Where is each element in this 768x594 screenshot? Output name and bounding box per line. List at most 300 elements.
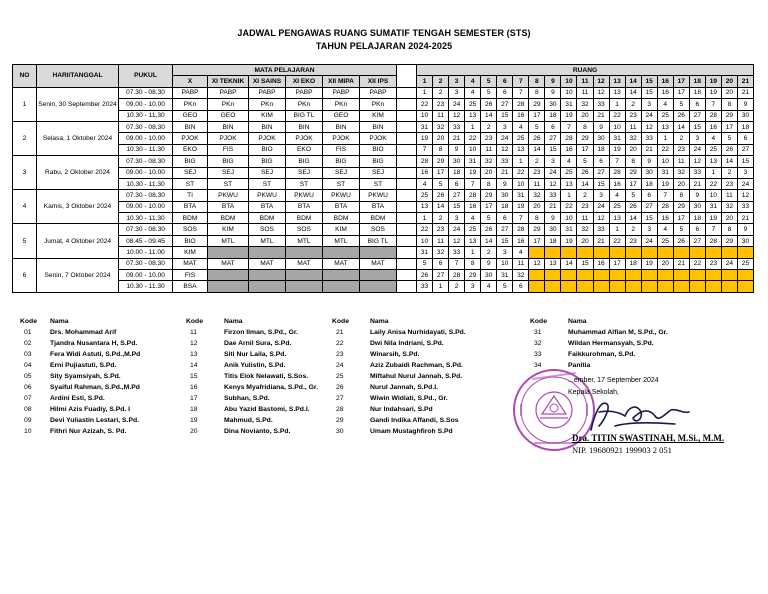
supervisor-code: 18: [190, 406, 198, 413]
subject-cell: ST: [286, 178, 323, 189]
room-supervisor-cell: 8: [529, 213, 545, 224]
room-supervisor-cell: 11: [577, 87, 593, 98]
subject-cell: ST: [360, 178, 397, 189]
room-supervisor-cell: 31: [657, 167, 673, 178]
room-supervisor-cell: 20: [721, 213, 737, 224]
room-supervisor-cell: 7: [609, 156, 625, 167]
signature-role: Kepala Sekolah,: [568, 389, 619, 396]
room-supervisor-cell: [625, 270, 641, 281]
legend-row: [332, 393, 466, 404]
subject-cell: BIN: [323, 121, 360, 132]
room-supervisor-cell: [625, 247, 641, 258]
legend-row: [20, 338, 140, 349]
subject-cell: MAT: [286, 258, 323, 269]
room-supervisor-cell: 23: [625, 110, 641, 121]
subject-cell: SEJ: [360, 167, 397, 178]
gap-cell: [397, 133, 417, 144]
room-supervisor-cell: 12: [641, 121, 657, 132]
subject-cell: BDM: [173, 213, 208, 224]
room-supervisor-cell: 2: [529, 156, 545, 167]
supervisor-name: Laily Anisa Nurhidayati, S.Pd.: [370, 329, 466, 336]
subject-cell: PKWU: [249, 190, 286, 201]
supervisor-code: 32: [534, 340, 542, 347]
room-supervisor-cell: 20: [673, 178, 689, 189]
subject-cell: [249, 281, 286, 292]
header-day: HARI/TANGGAL: [37, 65, 119, 88]
legend-row: [530, 327, 668, 338]
subject-cell: BTA: [249, 201, 286, 212]
room-supervisor-cell: [609, 247, 625, 258]
header-room-number: 15: [641, 76, 657, 87]
day-label: Senin, 30 September 2024: [37, 87, 119, 121]
legend-row: [20, 371, 140, 382]
room-supervisor-cell: 15: [577, 258, 593, 269]
subject-cell: BTA: [208, 201, 249, 212]
room-supervisor-cell: 28: [705, 235, 721, 246]
session-time: 07.30 - 08.30: [119, 224, 173, 235]
session-row: [13, 258, 754, 269]
gap-cell: [397, 235, 417, 246]
room-supervisor-cell: 8: [481, 178, 497, 189]
room-supervisor-cell: 28: [513, 224, 529, 235]
room-supervisor-cell: 11: [673, 156, 689, 167]
room-supervisor-cell: 22: [689, 258, 705, 269]
legend-name-header: Nama: [568, 318, 587, 325]
subject-cell: SEJ: [173, 167, 208, 178]
room-supervisor-cell: 23: [673, 144, 689, 155]
header-room-number: 14: [625, 76, 641, 87]
supervisor-code: 21: [336, 329, 344, 336]
legend-row: [186, 404, 318, 415]
room-supervisor-cell: 19: [641, 258, 657, 269]
room-supervisor-cell: 5: [625, 190, 641, 201]
supervisor-name: Fithri Nur Azizah, S. Pd.: [50, 428, 127, 435]
supervisor-code: 02: [24, 340, 32, 347]
room-supervisor-cell: 27: [593, 167, 609, 178]
room-supervisor-cell: 2: [433, 87, 449, 98]
room-supervisor-cell: 6: [497, 213, 513, 224]
room-supervisor-cell: 8: [673, 190, 689, 201]
gap-cell: [397, 213, 417, 224]
room-supervisor-cell: 24: [593, 201, 609, 212]
room-supervisor-cell: 1: [609, 99, 625, 110]
room-supervisor-cell: 27: [689, 110, 705, 121]
legend-row: [186, 382, 318, 393]
room-supervisor-cell: 9: [737, 224, 753, 235]
room-supervisor-cell: 32: [577, 99, 593, 110]
session-row: [13, 144, 754, 155]
room-supervisor-cell: 20: [657, 258, 673, 269]
day-label: Selasa, 1 Oktober 2024: [37, 121, 119, 155]
supervisor-name: Aziz Zubaidi Rachman, S.Pd.: [370, 362, 463, 369]
header-room-number: 13: [609, 76, 625, 87]
supervisor-name: Miftahul Nurul Jannah, S.Pd.: [370, 373, 463, 380]
room-supervisor-cell: [737, 247, 753, 258]
subject-cell: SOS: [360, 224, 397, 235]
room-supervisor-cell: 12: [593, 87, 609, 98]
room-supervisor-cell: [545, 247, 561, 258]
room-supervisor-cell: 18: [545, 110, 561, 121]
header-class: XII IPS: [360, 76, 397, 87]
supervisor-name: Gandi Indika Affandi, S.Sos: [370, 417, 459, 424]
subject-cell: BIG: [286, 156, 323, 167]
room-supervisor-cell: [609, 281, 625, 292]
supervisor-name: Muhammad Alfian M, S.Pd., Gr.: [568, 329, 668, 336]
room-supervisor-cell: 6: [593, 156, 609, 167]
subject-cell: PKWU: [208, 190, 249, 201]
subject-cell: KIM: [360, 110, 397, 121]
room-supervisor-cell: 8: [721, 99, 737, 110]
session-row: [13, 99, 754, 110]
room-supervisor-cell: 33: [641, 133, 657, 144]
room-supervisor-cell: 28: [465, 190, 481, 201]
room-supervisor-cell: [689, 247, 705, 258]
subject-cell: FIS: [173, 270, 208, 281]
header-class: X: [173, 76, 208, 87]
supervisor-code: 14: [190, 362, 198, 369]
subject-cell: BIG TL: [286, 110, 323, 121]
supervisor-name: Wiwin Widiati, S.Pd., Gr.: [370, 395, 448, 402]
room-supervisor-cell: 14: [673, 121, 689, 132]
header-room-number: 16: [657, 76, 673, 87]
subject-cell: [249, 270, 286, 281]
subject-cell: SOS: [173, 224, 208, 235]
room-supervisor-cell: 18: [545, 235, 561, 246]
room-supervisor-cell: [721, 270, 737, 281]
room-supervisor-cell: 11: [625, 121, 641, 132]
legend-row: [332, 327, 466, 338]
subject-cell: GEO: [173, 110, 208, 121]
room-supervisor-cell: 22: [609, 110, 625, 121]
day-number: 4: [13, 190, 37, 224]
subject-cell: GEO: [208, 110, 249, 121]
room-supervisor-cell: 15: [449, 201, 465, 212]
room-supervisor-cell: 22: [417, 224, 433, 235]
room-supervisor-cell: 1: [705, 167, 721, 178]
session-time: 10.30 - 11.30: [119, 110, 173, 121]
room-supervisor-cell: 2: [449, 281, 465, 292]
supervisor-code: 19: [190, 417, 198, 424]
supervisor-name: Abu Yazid Bastomi, S.Pd.I.: [224, 406, 310, 413]
room-supervisor-cell: 26: [529, 133, 545, 144]
signature-name: Dra. TITIN SWASTINAH, M.Si., M.M.: [572, 433, 725, 443]
subject-cell: MAT: [249, 258, 286, 269]
subject-cell: PKn: [249, 99, 286, 110]
room-supervisor-cell: 26: [481, 99, 497, 110]
supervisor-code: 15: [190, 373, 198, 380]
room-supervisor-cell: [657, 247, 673, 258]
supervisor-code: 08: [24, 406, 32, 413]
header-class: XII MIPA: [323, 76, 360, 87]
subject-cell: PABP: [323, 87, 360, 98]
header-class: XI TEKNIK: [208, 76, 249, 87]
supervisor-name: Panitia: [568, 362, 591, 369]
subject-cell: MAT: [360, 258, 397, 269]
room-supervisor-cell: 2: [721, 167, 737, 178]
room-supervisor-cell: 19: [465, 167, 481, 178]
room-supervisor-cell: 31: [609, 133, 625, 144]
subject-cell: BIO: [360, 144, 397, 155]
room-supervisor-cell: 3: [641, 99, 657, 110]
session-time: 10.30 - 11.30: [119, 178, 173, 189]
supervisor-name: Dina Novianto, S.Pd.: [224, 428, 291, 435]
legend-row: [186, 426, 318, 437]
room-supervisor-cell: 5: [529, 121, 545, 132]
room-supervisor-cell: 18: [625, 258, 641, 269]
room-supervisor-cell: 13: [417, 201, 433, 212]
subject-cell: EKO: [173, 144, 208, 155]
room-supervisor-cell: 29: [721, 235, 737, 246]
supervisor-name: Winarsih, S.Pd.: [370, 351, 420, 358]
room-supervisor-cell: 1: [657, 133, 673, 144]
session-time: 08.45 - 09.45: [119, 235, 173, 246]
subject-cell: [360, 270, 397, 281]
room-supervisor-cell: 10: [513, 178, 529, 189]
room-supervisor-cell: 30: [737, 235, 753, 246]
legend-name-header: Nama: [370, 318, 389, 325]
room-supervisor-cell: 15: [545, 144, 561, 155]
subject-cell: ST: [249, 178, 286, 189]
subject-cell: MTL: [286, 235, 323, 246]
room-supervisor-cell: 14: [625, 213, 641, 224]
gap-cell: [397, 281, 417, 292]
room-supervisor-cell: 22: [561, 201, 577, 212]
gap-cell: [397, 201, 417, 212]
supervisor-code: 29: [336, 417, 344, 424]
room-supervisor-cell: 25: [417, 190, 433, 201]
gap-cell: [397, 110, 417, 121]
room-supervisor-cell: 27: [689, 235, 705, 246]
room-supervisor-cell: 23: [705, 258, 721, 269]
header-class: XI EKO: [286, 76, 323, 87]
legend-name-header: Nama: [50, 318, 69, 325]
supervisor-name: Mahmud, S.Pd.: [224, 417, 273, 424]
supervisor-code: 23: [336, 351, 344, 358]
legend-row: [20, 426, 140, 437]
subject-cell: BDM: [208, 213, 249, 224]
legend-row: [332, 382, 466, 393]
room-supervisor-cell: [641, 270, 657, 281]
session-time: 09.00 - 10.00: [119, 270, 173, 281]
room-supervisor-cell: 26: [673, 235, 689, 246]
subject-cell: FIS: [208, 144, 249, 155]
room-supervisor-cell: 10: [609, 121, 625, 132]
room-supervisor-cell: 8: [721, 224, 737, 235]
room-supervisor-cell: 3: [545, 156, 561, 167]
room-supervisor-cell: 16: [417, 167, 433, 178]
supervisor-name: Nur Indahsari, S.Pd: [370, 406, 433, 413]
subject-cell: BTA: [323, 201, 360, 212]
supervisor-name: Tjandra Nusantara H, S.Pd.: [50, 340, 138, 347]
subject-cell: [360, 281, 397, 292]
room-supervisor-cell: 3: [449, 213, 465, 224]
room-supervisor-cell: 29: [529, 224, 545, 235]
room-supervisor-cell: 11: [513, 258, 529, 269]
subject-cell: [249, 247, 286, 258]
room-supervisor-cell: 30: [737, 110, 753, 121]
subject-cell: PKWU: [323, 190, 360, 201]
room-supervisor-cell: 21: [593, 235, 609, 246]
supervisor-code: 10: [24, 428, 32, 435]
room-supervisor-cell: 7: [465, 178, 481, 189]
supervisor-legend-3: [332, 316, 466, 437]
subject-cell: [286, 270, 323, 281]
room-supervisor-cell: 7: [449, 258, 465, 269]
room-supervisor-cell: 13: [465, 110, 481, 121]
room-supervisor-cell: 24: [641, 110, 657, 121]
room-supervisor-cell: 33: [737, 201, 753, 212]
room-supervisor-cell: 32: [433, 121, 449, 132]
room-supervisor-cell: 14: [433, 201, 449, 212]
room-supervisor-cell: 4: [465, 87, 481, 98]
subject-cell: PKn: [323, 99, 360, 110]
session-row: [13, 178, 754, 189]
subject-cell: [208, 270, 249, 281]
room-supervisor-cell: 32: [481, 156, 497, 167]
room-supervisor-cell: 1: [433, 281, 449, 292]
room-supervisor-cell: 8: [465, 258, 481, 269]
room-supervisor-cell: 21: [689, 178, 705, 189]
room-supervisor-cell: 8: [433, 144, 449, 155]
room-supervisor-cell: 30: [449, 156, 465, 167]
room-supervisor-cell: [705, 270, 721, 281]
room-supervisor-cell: 12: [449, 235, 465, 246]
supervisor-name: Fera Widi Astuti, S.Pd.,M.Pd: [50, 351, 141, 358]
supervisor-name: Titis Elok Nelawati, S.Sos.: [224, 373, 309, 380]
subject-cell: PJOK: [360, 133, 397, 144]
subject-cell: BIG: [173, 156, 208, 167]
room-supervisor-cell: 33: [689, 167, 705, 178]
room-supervisor-cell: 8: [529, 87, 545, 98]
room-supervisor-cell: 6: [449, 178, 465, 189]
document-subtitle: TAHUN PELAJARAN 2024-2025: [315, 41, 453, 51]
room-supervisor-cell: 18: [593, 144, 609, 155]
room-supervisor-cell: [625, 281, 641, 292]
header-room-number: 21: [737, 76, 753, 87]
subject-cell: PJOK: [249, 133, 286, 144]
room-supervisor-cell: 11: [529, 178, 545, 189]
supervisor-code: 13: [190, 351, 198, 358]
room-supervisor-cell: 15: [641, 213, 657, 224]
room-supervisor-cell: 24: [721, 258, 737, 269]
room-supervisor-cell: 10: [561, 213, 577, 224]
room-supervisor-cell: 28: [513, 99, 529, 110]
room-supervisor-cell: 16: [593, 258, 609, 269]
room-supervisor-cell: 11: [721, 190, 737, 201]
supervisor-code: 20: [190, 428, 198, 435]
room-supervisor-cell: 14: [577, 178, 593, 189]
room-supervisor-cell: [689, 270, 705, 281]
room-supervisor-cell: 27: [641, 201, 657, 212]
room-supervisor-cell: 17: [529, 110, 545, 121]
subject-cell: GEO: [323, 110, 360, 121]
room-supervisor-cell: 24: [449, 99, 465, 110]
session-time: 07.30 - 08.30: [119, 121, 173, 132]
day-label: Jumat, 4 Oktober 2024: [37, 224, 119, 258]
legend-row: [20, 349, 140, 360]
day-label: Senin, 7 Oktober 2024: [37, 258, 119, 292]
room-supervisor-cell: [705, 247, 721, 258]
room-supervisor-cell: 24: [545, 167, 561, 178]
room-supervisor-cell: 3: [689, 133, 705, 144]
room-supervisor-cell: 21: [641, 144, 657, 155]
room-supervisor-cell: 10: [705, 190, 721, 201]
room-supervisor-cell: 1: [465, 121, 481, 132]
supervisor-code: 31: [534, 329, 542, 336]
supervisor-name: Siti Nur Laila, S.Pd.: [224, 351, 287, 358]
subject-cell: [323, 247, 360, 258]
subject-cell: PABP: [360, 87, 397, 98]
subject-cell: BIN: [249, 121, 286, 132]
room-supervisor-cell: [593, 281, 609, 292]
room-supervisor-cell: 4: [657, 224, 673, 235]
room-supervisor-cell: 7: [417, 144, 433, 155]
session-time: 07.30 - 08.30: [119, 190, 173, 201]
subject-cell: FIS: [323, 144, 360, 155]
legend-row: [20, 382, 140, 393]
header-room-number: 5: [481, 76, 497, 87]
room-supervisor-cell: 29: [433, 156, 449, 167]
room-supervisor-cell: 12: [449, 110, 465, 121]
room-supervisor-cell: 30: [545, 224, 561, 235]
room-supervisor-cell: [737, 281, 753, 292]
room-supervisor-cell: 7: [513, 87, 529, 98]
room-supervisor-cell: 5: [481, 87, 497, 98]
room-supervisor-cell: 12: [529, 258, 545, 269]
subject-cell: MTL: [323, 235, 360, 246]
room-supervisor-cell: 3: [497, 247, 513, 258]
room-supervisor-cell: 13: [657, 121, 673, 132]
room-supervisor-cell: 30: [545, 99, 561, 110]
room-supervisor-cell: [529, 247, 545, 258]
room-supervisor-cell: 24: [641, 235, 657, 246]
room-supervisor-cell: 23: [721, 178, 737, 189]
legend-code-header: Kode: [332, 318, 349, 325]
room-supervisor-cell: 32: [721, 201, 737, 212]
room-supervisor-cell: 18: [689, 213, 705, 224]
subject-cell: PABP: [249, 87, 286, 98]
room-supervisor-cell: 29: [465, 270, 481, 281]
subject-cell: BIG TL: [360, 235, 397, 246]
room-supervisor-cell: 17: [609, 258, 625, 269]
subject-cell: BIG: [208, 156, 249, 167]
room-supervisor-cell: 23: [433, 224, 449, 235]
room-supervisor-cell: [609, 270, 625, 281]
room-supervisor-cell: 17: [481, 201, 497, 212]
subject-cell: MAT: [208, 258, 249, 269]
header-room-number: 18: [689, 76, 705, 87]
room-supervisor-cell: 3: [641, 224, 657, 235]
room-supervisor-cell: 32: [529, 190, 545, 201]
room-supervisor-cell: 10: [417, 235, 433, 246]
subject-cell: [208, 281, 249, 292]
room-supervisor-cell: 31: [465, 156, 481, 167]
subject-cell: [286, 247, 323, 258]
legend-row: [332, 404, 466, 415]
session-row: [13, 190, 754, 201]
room-supervisor-cell: [529, 281, 545, 292]
subject-cell: KIM: [323, 224, 360, 235]
supervisor-name: Drs. Mohammad Arif: [50, 329, 117, 336]
room-supervisor-cell: 4: [513, 121, 529, 132]
room-supervisor-cell: 8: [625, 156, 641, 167]
subject-cell: BIN: [360, 121, 397, 132]
room-supervisor-cell: 22: [465, 133, 481, 144]
supervisor-name: Firzon Ilman, S.Pd., Gr.: [224, 329, 299, 336]
room-supervisor-cell: 29: [625, 167, 641, 178]
room-supervisor-cell: 33: [449, 121, 465, 132]
room-supervisor-cell: 19: [561, 110, 577, 121]
